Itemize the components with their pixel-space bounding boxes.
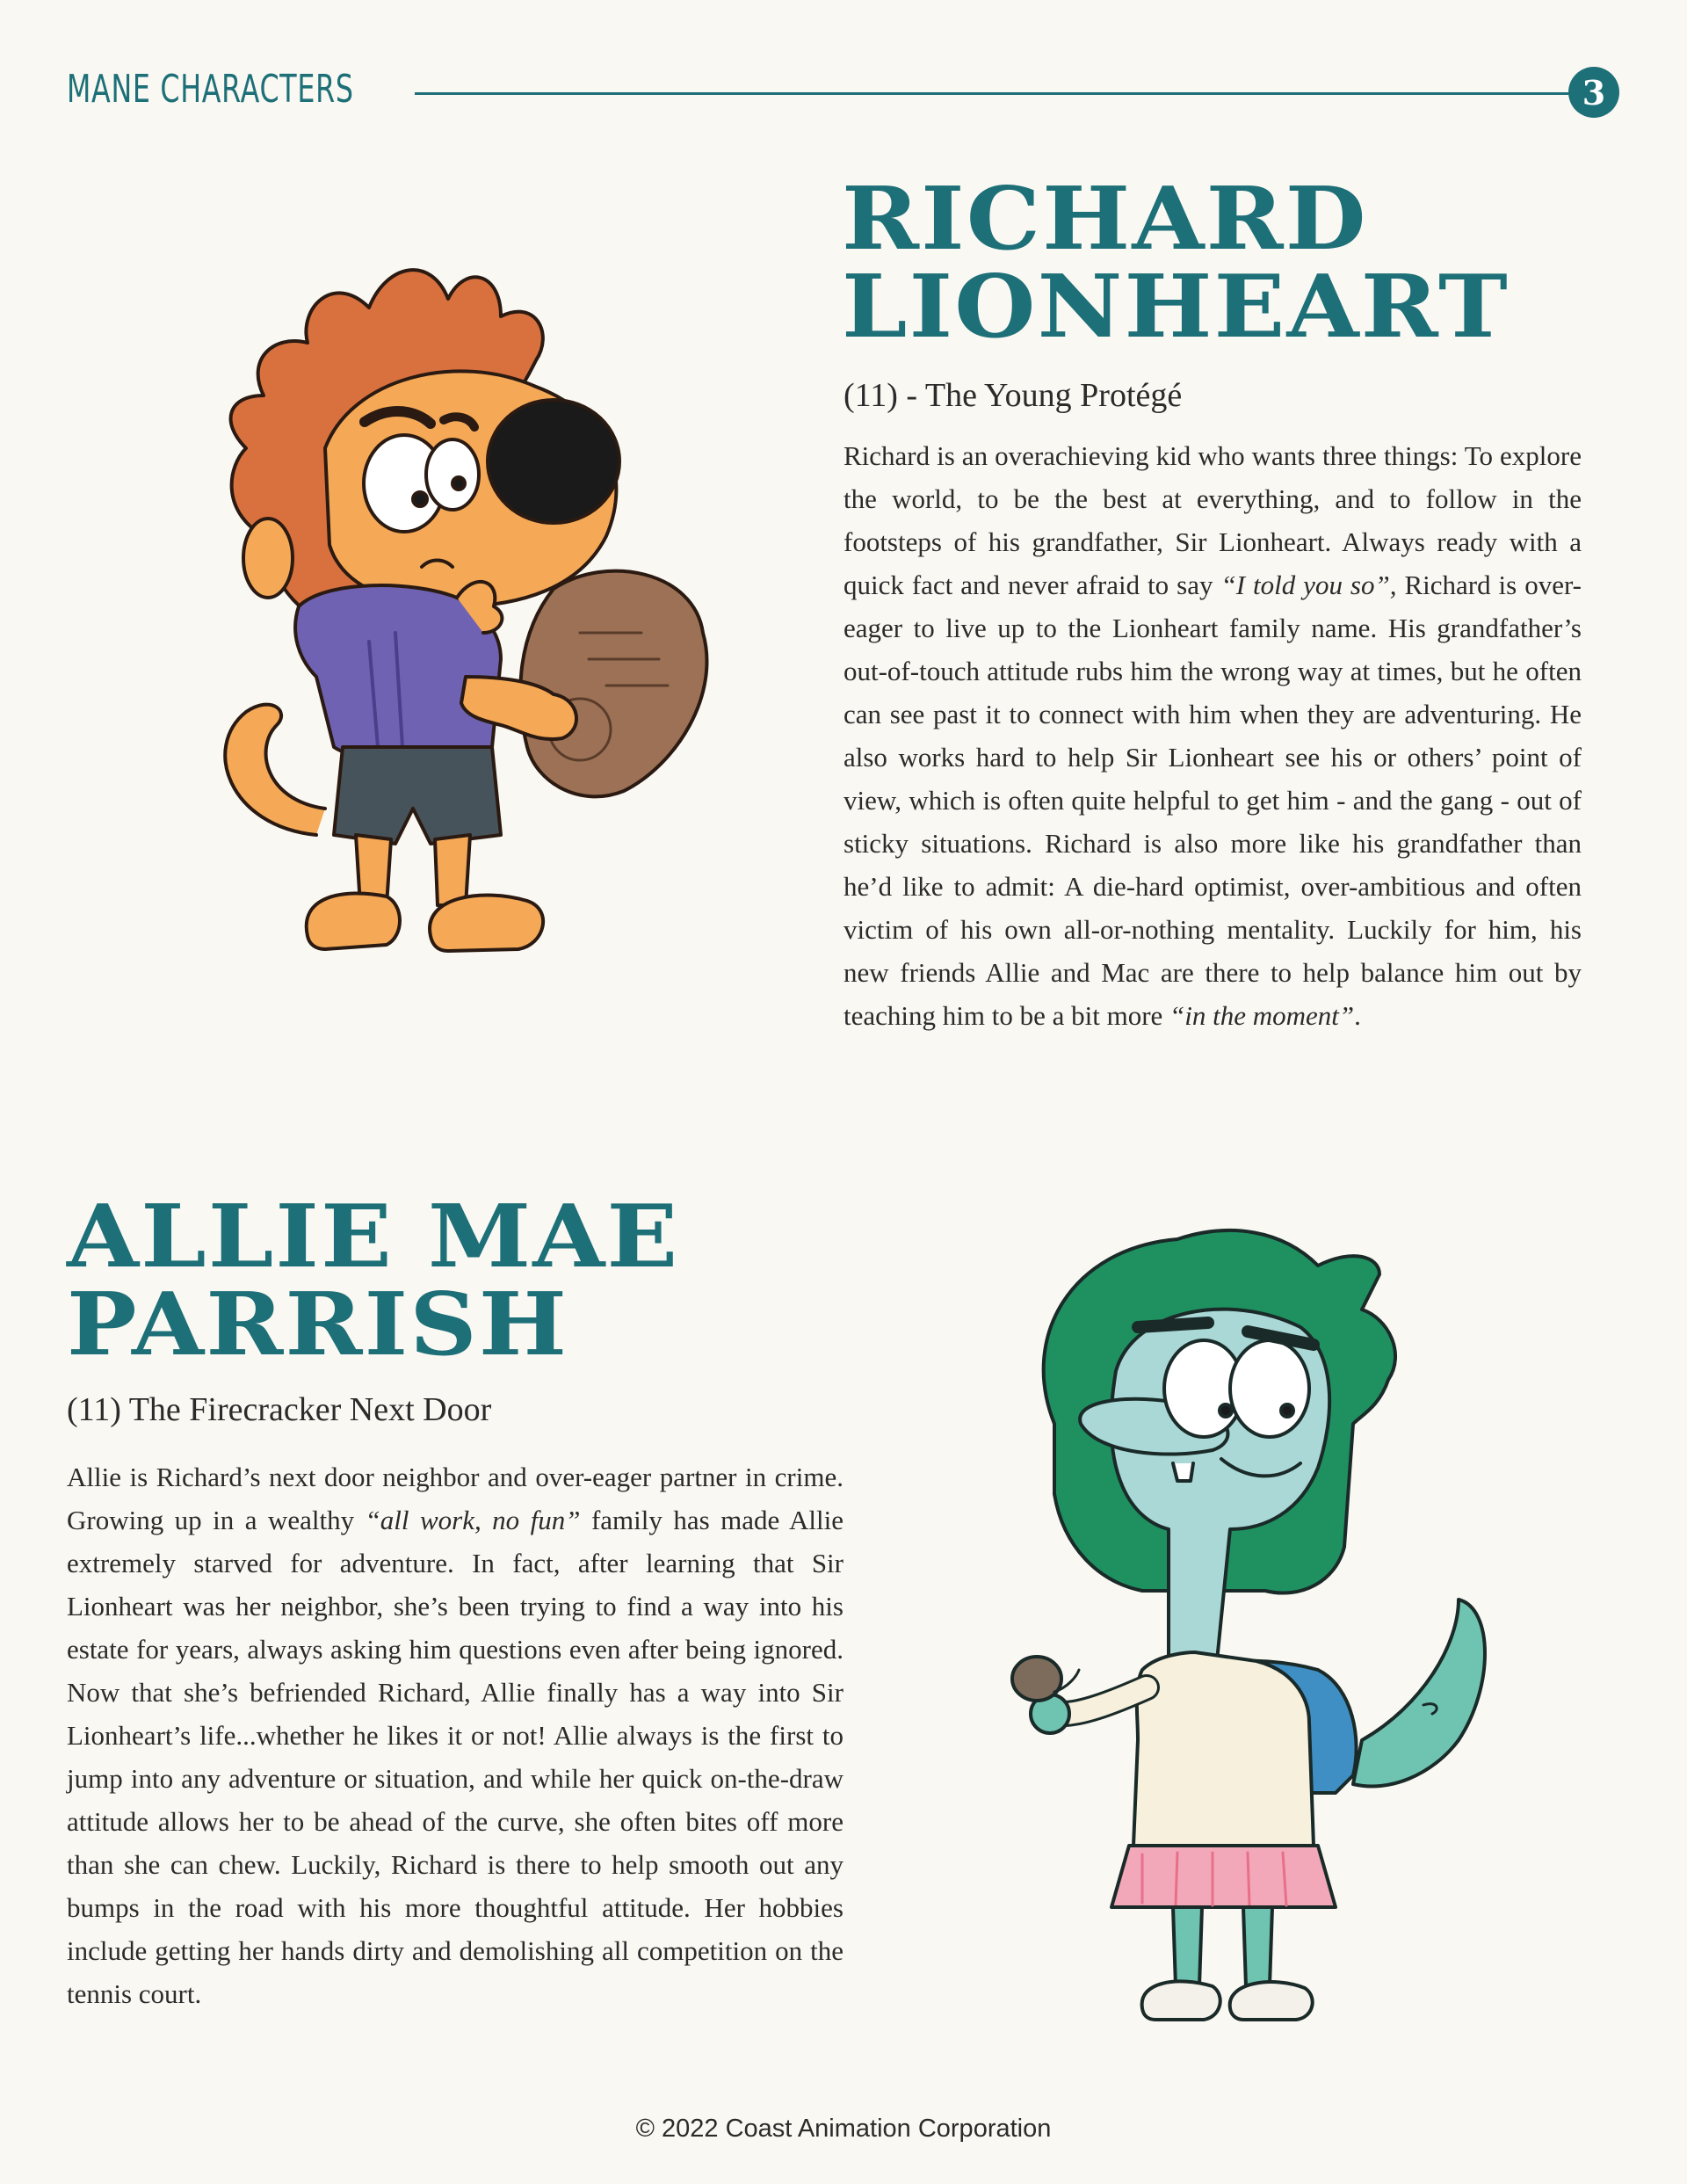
header-divider [415, 92, 1571, 95]
bio-text: . [1354, 1000, 1361, 1031]
name-line: ALLIE MAE [67, 1186, 680, 1288]
copyright-footer: © 2022 Coast Animation Corporation [635, 2115, 1052, 2143]
character-name-allie [67, 1186, 680, 1375]
bio-text: Richard is over-eager to live up to the Lionheart family name. His grandfather’s out-of-touch attitude rubs him the wrong way at times, but he often can see past it to connect with him when they are adventuring. He also works hard to help Sir Lionheart see his or others’ point of view, which is often quite helpful to get him - and the gang - out of sticky situations. Richard is also more like his grandfather than he’d like to admit: A die-hard optimist, over-ambitious and often victim of his own all-or-nothing mentality. Luckily for him, his new friends Allie and Mac are there to help balance him out by teaching him to be a bit more [844, 570, 1582, 1031]
bio-text: family has made Allie extremely starved for adventure. In fact, after learning that Sir Lionheart was her neighbor, she’s been trying to find a way into his estate for years, always asking him questions even after being ignored. Now that she’s befriended Richard, Allie finally has a way into Sir Lionheart’s life...whether he likes it or not! Allie always is the first to jump into any adventure or situation, and while her quick on-the-draw attitude allows her to be ahead of the curve, she often bites off more than she can chew. Luckily, Richard is there to help smooth out any bumps in the road with his more thoughtful attitude. Her hobbies include getting her hands dirty and demolishing all competition on the tennis court. [67, 1505, 844, 2009]
name-line: PARRISH [67, 1274, 568, 1375]
character-name-richard [842, 169, 1510, 358]
name-line: RICHARD [842, 169, 1368, 270]
section-label: MANE CHARACTERS [67, 67, 354, 112]
bio-quote: “all work, no fun” [365, 1505, 581, 1535]
character-subtitle-allie: (11) The Firecracker Next Door [67, 1391, 492, 1428]
bio-quote: “I told you so”, [1220, 570, 1397, 600]
bio-text: Allie is Richard’s next door neighbor and over-eager partner in crime. Growing up in a wealthy [67, 1462, 844, 1535]
character-bio-richard [844, 434, 1582, 1037]
richard-lionheart-illustration [167, 220, 800, 976]
character-subtitle-richard: (11) - The Young Protégé [844, 377, 1183, 414]
bio-text: Richard is an overachieving kid who wants three things: To explore the world, to be the best at everything, and to follow in the footsteps of his grandfather, Sir Lionheart. Always ready with a quick fact and never afraid to say [844, 440, 1582, 600]
bio-quote: “in the moment” [1169, 1000, 1355, 1031]
name-line: LIONHEART [842, 257, 1510, 358]
allie-mae-parrish-illustration [967, 1213, 1511, 2048]
page-number-badge: 3 [1568, 67, 1619, 118]
character-bio-allie [67, 1455, 844, 2015]
